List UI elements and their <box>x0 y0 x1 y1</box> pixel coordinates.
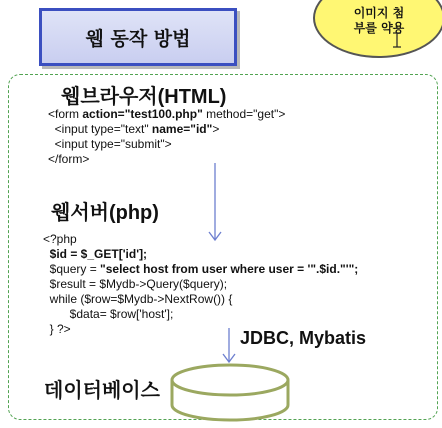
code-token: $result = $Mydb->Query($query); <box>43 277 228 291</box>
arrow-browser-to-server <box>209 163 221 240</box>
code-token: > <box>212 122 220 136</box>
database-heading: 데이터베이스 <box>44 380 160 402</box>
code-token: "select host from user where user = '".$id."'"; <box>100 262 359 276</box>
code-token: $id = $_GET['id']; <box>43 247 148 261</box>
browser-heading: 웹브라우저(HTML) <box>61 86 227 108</box>
database-cylinder-icon <box>172 365 288 420</box>
code-token: <?php <box>43 232 77 246</box>
code-token: <input type="submit"> <box>48 137 172 151</box>
code-token: name="id" <box>151 122 213 136</box>
cursor-icon <box>393 33 401 47</box>
connector-label: JDBC, Mybatis <box>240 328 367 348</box>
note-line-2: 부를 약용 <box>353 21 405 35</box>
code-token: $data= $row['host']; <box>43 307 174 321</box>
server-heading: 웹서버(php) <box>51 202 159 224</box>
code-token: </form> <box>48 152 90 166</box>
code-token: <form <box>48 107 83 121</box>
code-token: while ($row=$Mydb->NextRow()) { <box>43 292 233 306</box>
code-token: method="get"> <box>202 107 286 121</box>
code-token: <input type="text" <box>48 122 152 136</box>
code-token: action="test100.php" <box>82 107 203 121</box>
code-token: $query = <box>43 262 101 276</box>
note-line-1: 이미지 첨 <box>353 6 405 20</box>
code-token: } ?> <box>43 322 71 336</box>
arrow-server-to-database <box>223 328 235 362</box>
page-title: 웹 동작 방법 <box>85 27 191 50</box>
